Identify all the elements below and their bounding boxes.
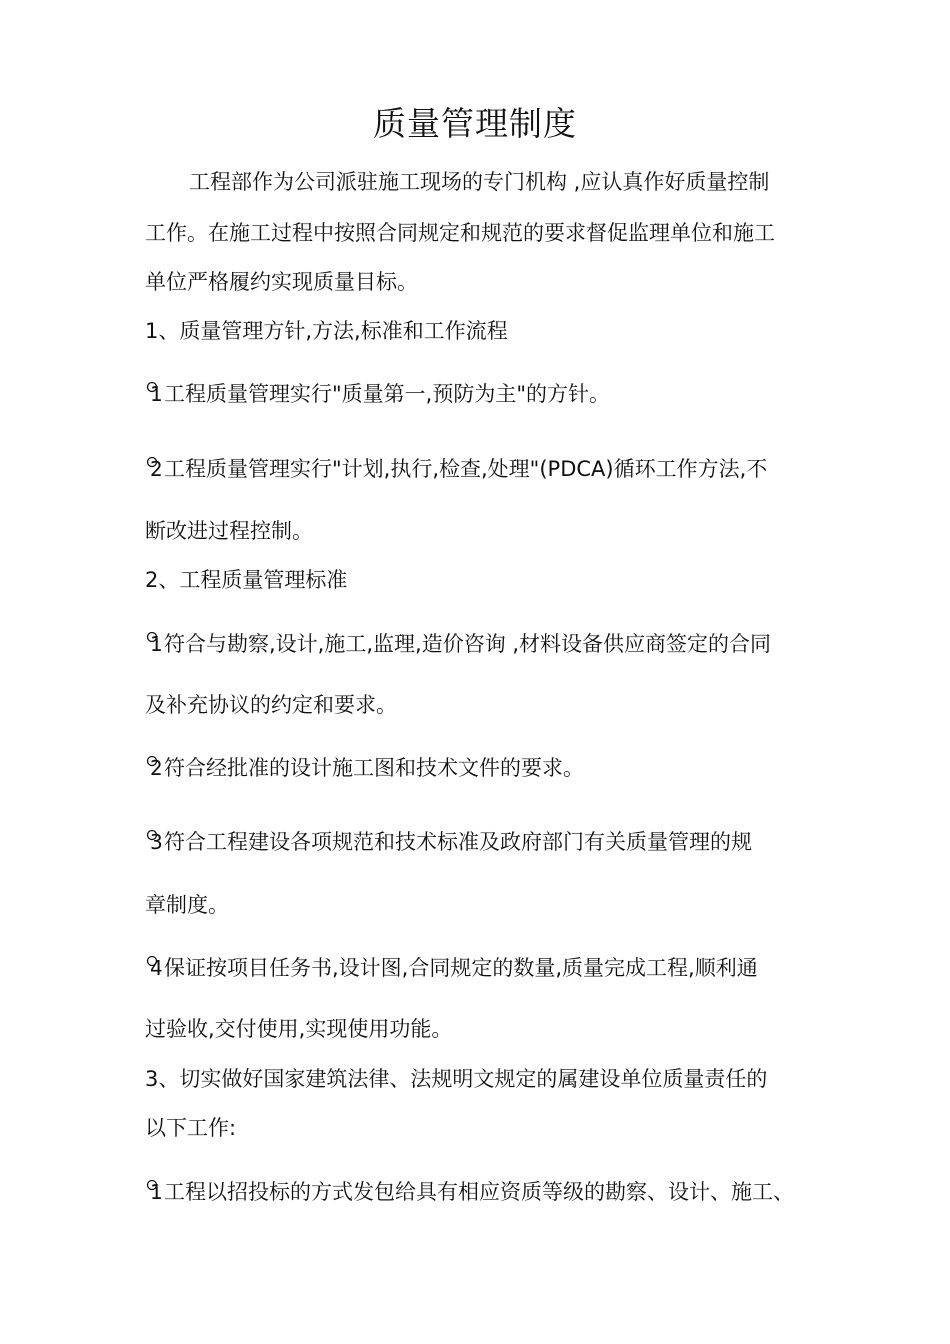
list-item-continuation: 断改进过程控制。 (145, 519, 313, 543)
section-2-heading: 2、工程质量管理标准 (145, 568, 348, 592)
list-item (145, 753, 810, 783)
page-title: 质量管理制度 (373, 104, 577, 143)
numbered-marker-icon: 1 (145, 381, 163, 405)
list-item-text: 符合经批准的设计施工图和技术文件的要求。 (164, 756, 584, 780)
list-item (145, 379, 810, 409)
numbered-marker-icon: 2 (145, 456, 163, 480)
list-item-text: 符合工程建设各项规范和技术标准及政府部门有关质量管理的规 (164, 830, 752, 854)
intro-line-3: 单位严格履约实现质量目标。 (145, 270, 418, 294)
list-item (145, 827, 810, 857)
section-3-heading: 3、切实做好国家建筑法律、法规明文规定的属建设单位质量责任的 (145, 1067, 768, 1091)
section-3-heading-continuation: 以下工作: (145, 1116, 237, 1140)
list-item-text: 符合与勘察,设计,施工,监理,造价咨询 ,材料设备供应商签定的合同 (164, 632, 772, 656)
list-item-text: 工程以招投标的方式发包给具有相应资质等级的勘察、设计、施工、 (164, 1180, 794, 1204)
numbered-marker-icon: 4 (145, 955, 163, 979)
list-item (145, 454, 810, 484)
list-item-text: 保证按项目任务书,设计图,合同规定的数量,质量完成工程,顺利通 (164, 956, 758, 980)
numbered-marker-icon: 1 (145, 1179, 163, 1203)
numbered-marker-icon: 3 (145, 829, 163, 853)
list-item (145, 953, 810, 983)
list-item-text: 工程质量管理实行"计划,执行,检查,处理"(PDCA)循环工作方法,不 (164, 457, 768, 481)
list-item-continuation: 章制度。 (145, 893, 229, 917)
numbered-marker-icon: 2 (145, 755, 163, 779)
numbered-marker-icon: 1 (145, 631, 163, 655)
list-item-continuation: 及补充协议的约定和要求。 (145, 693, 397, 717)
list-item-text: 工程质量管理实行"质量第一,预防为主"的方针。 (164, 382, 610, 406)
intro-line-1: 工程部作为公司派驻施工现场的专门机构 ,应认真作好质量控制 (189, 170, 770, 194)
intro-line-2: 工作。在施工过程中按照合同规定和规范的要求督促监理单位和施工 (145, 221, 775, 245)
list-item-continuation: 过验收,交付使用,实现使用功能。 (145, 1017, 453, 1041)
list-item (145, 629, 810, 659)
section-1-heading: 1、质量管理方针,方法,标准和工作流程 (145, 319, 508, 343)
list-item (145, 1177, 810, 1207)
